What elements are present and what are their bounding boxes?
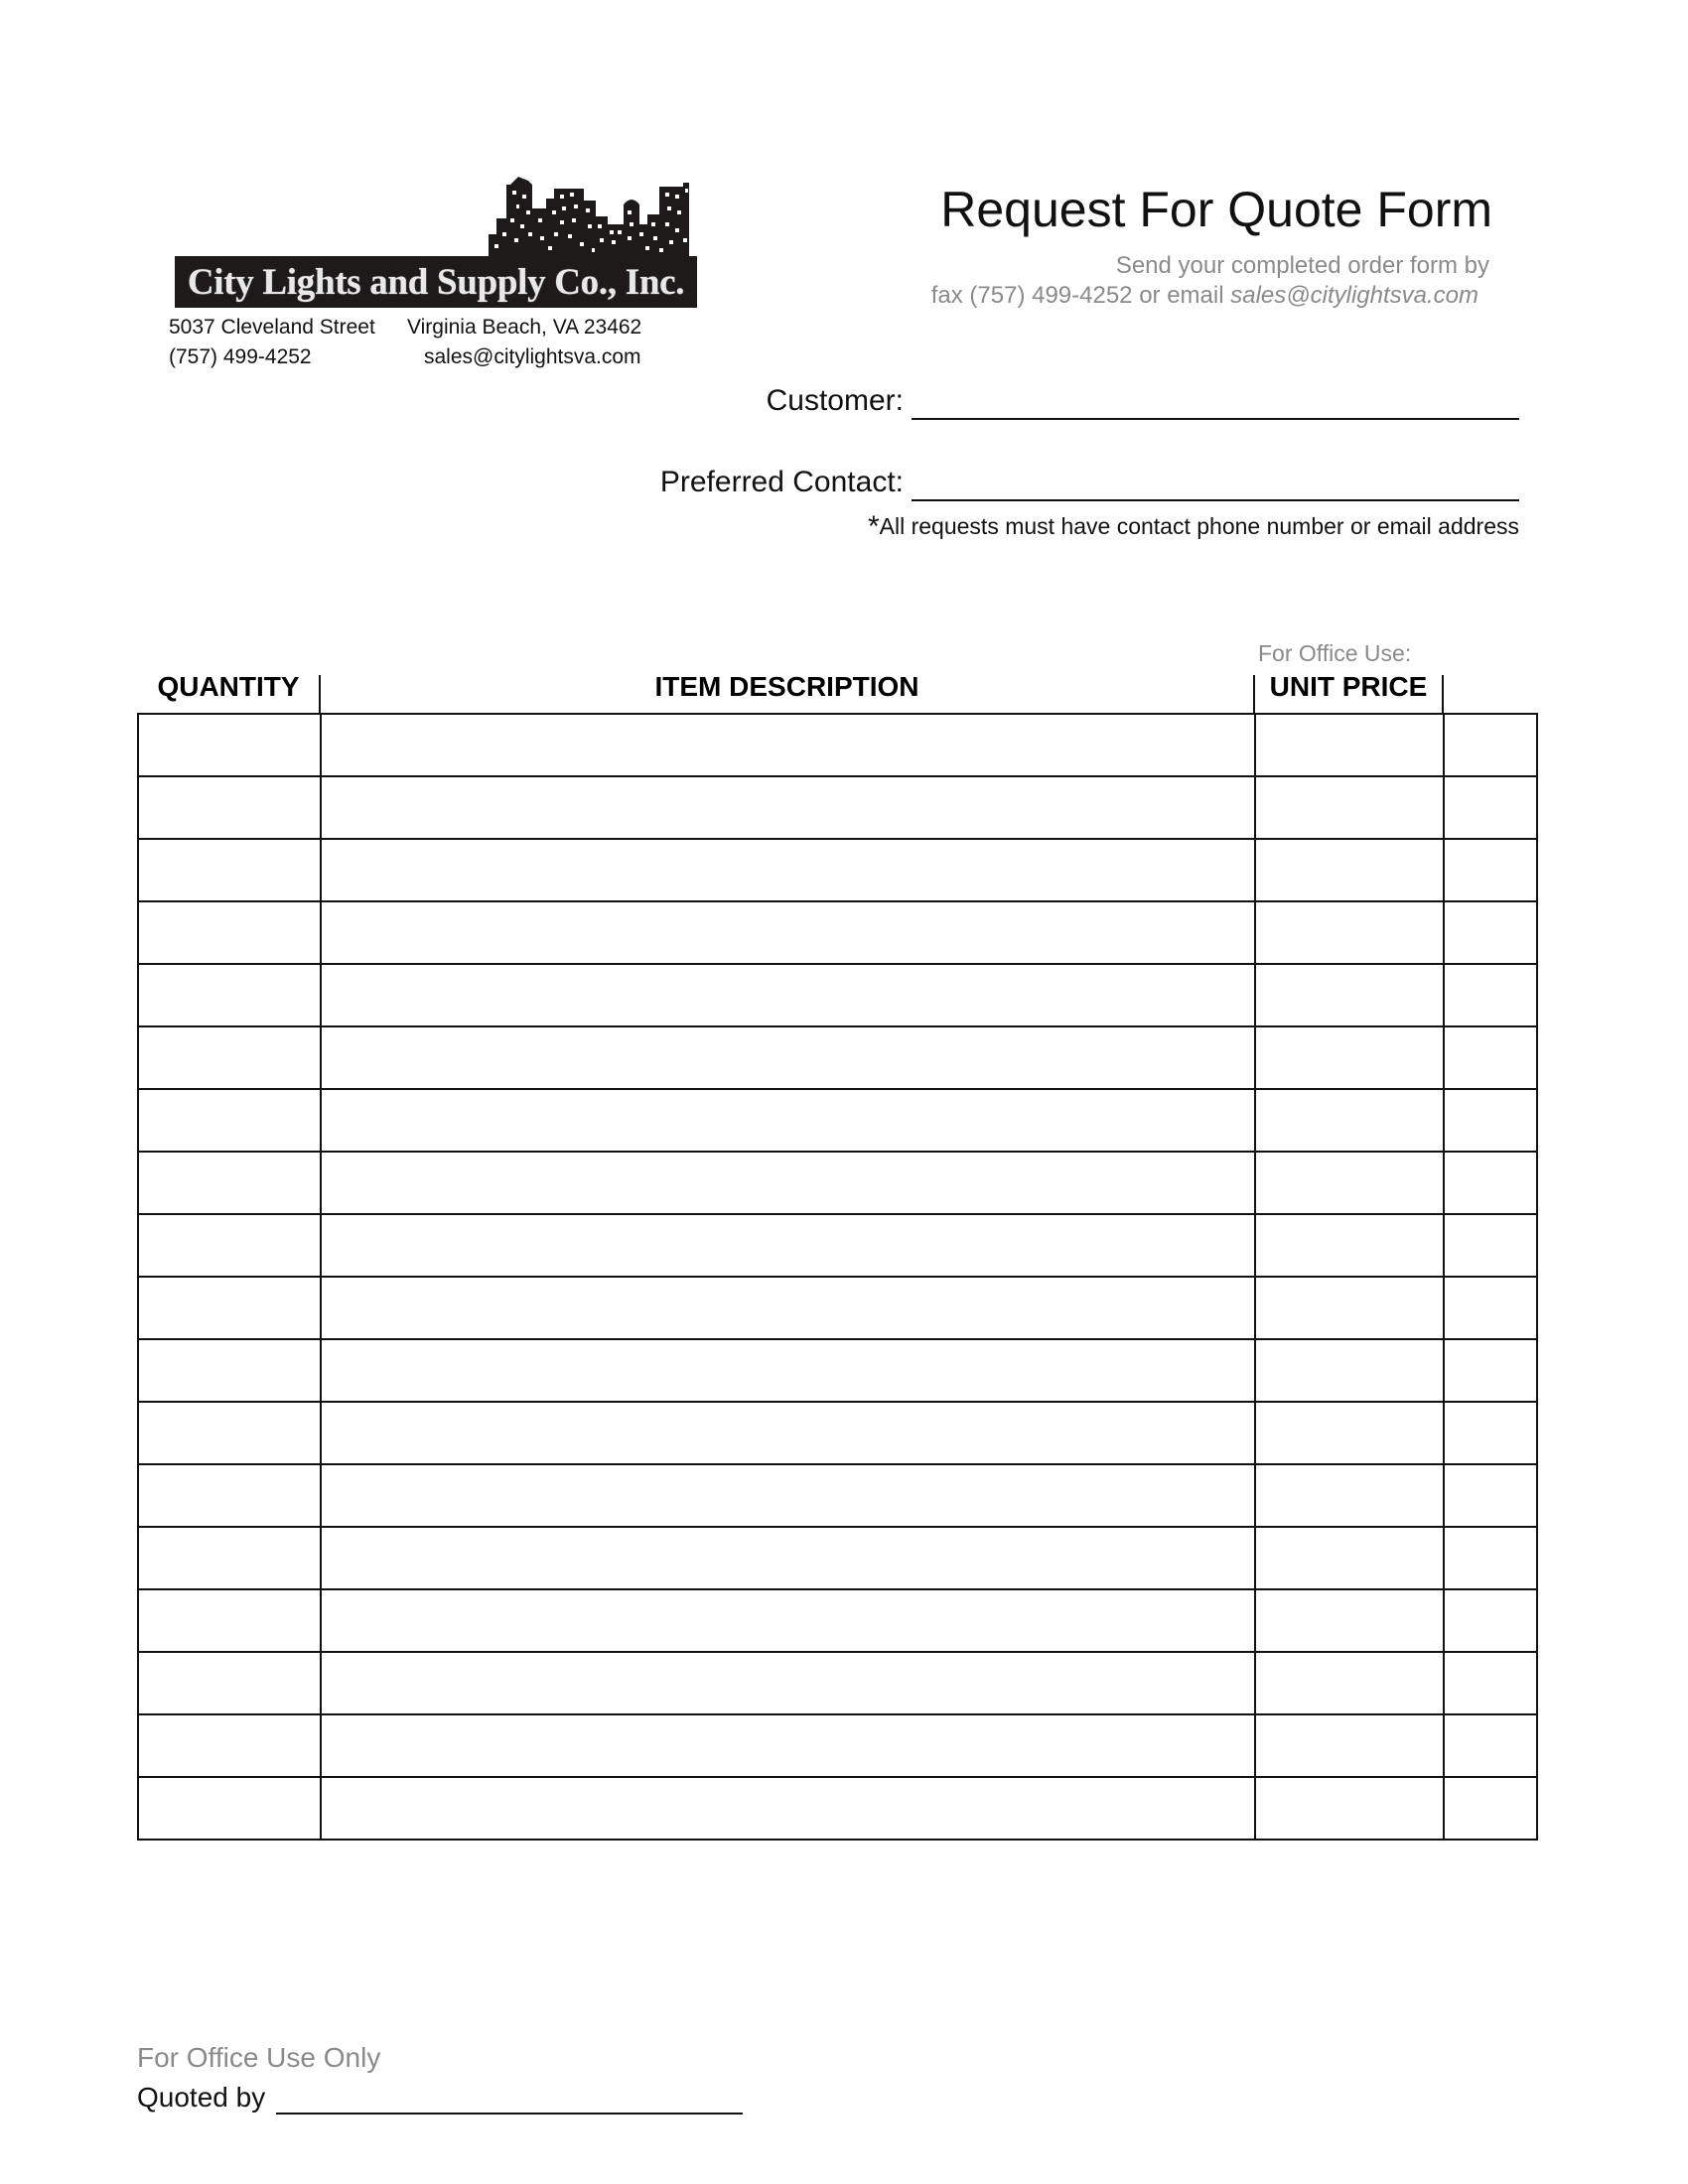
quantity-input[interactable]: [139, 1090, 320, 1151]
customer-field[interactable]: [912, 418, 1519, 420]
quantity-input[interactable]: [139, 1340, 320, 1401]
unit-price-cell[interactable]: [1255, 1026, 1444, 1089]
total-input[interactable]: [1445, 1715, 1536, 1776]
total-input[interactable]: [1445, 1778, 1536, 1839]
item-description-cell[interactable]: [321, 1464, 1255, 1527]
office-use-label: For Office Use:: [1258, 640, 1412, 666]
unit-price-input[interactable]: [1256, 1778, 1443, 1839]
item-description-cell[interactable]: [321, 1527, 1255, 1589]
unit-price-cell[interactable]: [1255, 776, 1444, 839]
unit-price-cell[interactable]: [1255, 1777, 1444, 1840]
unit-price-input[interactable]: [1256, 1215, 1443, 1276]
unit-price-cell[interactable]: [1255, 1589, 1444, 1652]
unit-price-cell[interactable]: [1255, 964, 1444, 1026]
total-cell[interactable]: [1444, 1152, 1537, 1214]
table-row: [138, 714, 1537, 776]
quantity-input[interactable]: [139, 1590, 320, 1651]
unit-price-input[interactable]: [1256, 1528, 1443, 1588]
company-name: City Lights and Supply Co., Inc.: [187, 261, 685, 303]
quantity-input[interactable]: [139, 840, 320, 900]
table-row: [138, 1402, 1537, 1464]
item-description-input[interactable]: [322, 1715, 1254, 1776]
unit-price-cell[interactable]: [1255, 1464, 1444, 1527]
column-header-unit-price: UNIT PRICE: [1269, 671, 1428, 702]
unit-price-input[interactable]: [1256, 777, 1443, 838]
unit-price-input[interactable]: [1256, 840, 1443, 900]
item-description-input[interactable]: [322, 1528, 1254, 1588]
unit-price-input[interactable]: [1256, 1590, 1443, 1651]
quantity-cell[interactable]: [138, 1339, 321, 1402]
quantity-cell[interactable]: [138, 1652, 321, 1714]
quantity-input[interactable]: [139, 715, 320, 775]
quantity-cell[interactable]: [138, 901, 321, 964]
quantity-cell[interactable]: [138, 714, 321, 776]
company-city: Virginia Beach, VA 23462: [407, 316, 642, 339]
item-description-input[interactable]: [322, 1153, 1254, 1213]
item-description-cell[interactable]: [321, 964, 1255, 1026]
table-row: [138, 1589, 1537, 1652]
unit-price-cell[interactable]: [1255, 1152, 1444, 1214]
total-input[interactable]: [1445, 965, 1536, 1025]
item-description-cell[interactable]: [321, 839, 1255, 901]
quantity-cell[interactable]: [138, 1714, 321, 1777]
quantity-input[interactable]: [139, 777, 320, 838]
item-description-input[interactable]: [322, 1278, 1254, 1338]
total-input[interactable]: [1445, 840, 1536, 900]
quantity-input[interactable]: [139, 1027, 320, 1088]
unit-price-cell[interactable]: [1255, 901, 1444, 964]
quoted-by-label: Quoted by: [137, 2082, 266, 2113]
quantity-input[interactable]: [139, 1403, 320, 1463]
quantity-cell[interactable]: [138, 1527, 321, 1589]
unit-price-cell[interactable]: [1255, 1214, 1444, 1277]
column-header-quantity: QUANTITY: [157, 671, 300, 702]
total-cell[interactable]: [1444, 1402, 1537, 1464]
unit-price-cell[interactable]: [1255, 1714, 1444, 1777]
item-description-cell[interactable]: [321, 1089, 1255, 1152]
quantity-cell[interactable]: [138, 1402, 321, 1464]
total-input[interactable]: [1445, 1340, 1536, 1401]
total-cell[interactable]: [1444, 1777, 1537, 1840]
total-input[interactable]: [1445, 1590, 1536, 1651]
total-input[interactable]: [1445, 1653, 1536, 1713]
total-input[interactable]: [1445, 1403, 1536, 1463]
total-input[interactable]: [1445, 1528, 1536, 1588]
item-description-input[interactable]: [322, 1653, 1254, 1713]
send-instructions-line2: [931, 282, 1478, 310]
item-description-input[interactable]: [322, 840, 1254, 900]
unit-price-cell[interactable]: [1255, 1277, 1444, 1339]
item-description-cell[interactable]: [321, 1402, 1255, 1464]
unit-price-input[interactable]: [1256, 1153, 1443, 1213]
total-input[interactable]: [1445, 1465, 1536, 1526]
preferred-contact-field[interactable]: [912, 499, 1519, 501]
quantity-input[interactable]: [139, 1653, 320, 1713]
header-divider: [319, 675, 321, 715]
total-input[interactable]: [1445, 715, 1536, 775]
item-description-cell[interactable]: [321, 1589, 1255, 1652]
quantity-input[interactable]: [139, 902, 320, 963]
total-input[interactable]: [1445, 1090, 1536, 1151]
asterisk: *: [867, 510, 880, 543]
total-cell[interactable]: [1444, 1277, 1537, 1339]
table-row: [138, 1339, 1537, 1402]
quantity-cell[interactable]: [138, 776, 321, 839]
contact-requirement-note: [868, 510, 1519, 544]
item-description-input[interactable]: [322, 1403, 1254, 1463]
unit-price-input[interactable]: [1256, 1090, 1443, 1151]
total-cell[interactable]: [1444, 714, 1537, 776]
quantity-cell[interactable]: [138, 1089, 321, 1152]
table-row: [138, 1652, 1537, 1714]
item-description-cell[interactable]: [321, 1777, 1255, 1840]
unit-price-input[interactable]: [1256, 965, 1443, 1025]
send-instructions-prefix: fax (757) 499-4252 or email: [930, 282, 1231, 309]
quantity-input[interactable]: [139, 1278, 320, 1338]
unit-price-input[interactable]: [1256, 1278, 1443, 1338]
unit-price-cell[interactable]: [1255, 1339, 1444, 1402]
unit-price-cell[interactable]: [1255, 1089, 1444, 1152]
quantity-cell[interactable]: [138, 1464, 321, 1527]
quantity-input[interactable]: [139, 965, 320, 1025]
quantity-input[interactable]: [139, 1153, 320, 1213]
item-description-input[interactable]: [322, 1340, 1254, 1401]
item-description-input[interactable]: [322, 1090, 1254, 1151]
total-cell[interactable]: [1444, 839, 1537, 901]
logo-banner: [175, 256, 697, 308]
unit-price-cell[interactable]: [1255, 839, 1444, 901]
company-phone: (757) 499-4252: [169, 345, 312, 368]
table-row: [138, 1777, 1537, 1840]
unit-price-input[interactable]: [1256, 1653, 1443, 1713]
quantity-cell[interactable]: [138, 1589, 321, 1652]
item-description-cell[interactable]: [321, 1277, 1255, 1339]
table-row: [138, 1527, 1537, 1589]
item-description-input[interactable]: [322, 902, 1254, 963]
total-input[interactable]: [1445, 777, 1536, 838]
header-divider: [1442, 675, 1444, 715]
table-row: [138, 1214, 1537, 1277]
total-cell[interactable]: [1444, 1464, 1537, 1527]
item-description-input[interactable]: [322, 1027, 1254, 1088]
unit-price-input[interactable]: [1256, 1027, 1443, 1088]
unit-price-input[interactable]: [1256, 1715, 1443, 1776]
item-description-cell[interactable]: [321, 901, 1255, 964]
total-cell[interactable]: [1444, 901, 1537, 964]
item-description-cell[interactable]: [321, 714, 1255, 776]
table-row: [138, 776, 1537, 839]
unit-price-cell[interactable]: [1255, 1652, 1444, 1714]
company-logo: [175, 175, 697, 310]
quote-items-table: [137, 713, 1538, 1841]
quantity-cell[interactable]: [138, 1026, 321, 1089]
total-cell[interactable]: [1444, 1026, 1537, 1089]
item-description-input[interactable]: [322, 965, 1254, 1025]
table-row: [138, 1089, 1537, 1152]
page-title: Request For Quote Form: [940, 182, 1492, 237]
header-divider: [1253, 675, 1255, 715]
item-description-cell[interactable]: [321, 1652, 1255, 1714]
quantity-input[interactable]: [139, 1215, 320, 1276]
customer-label: Customer:: [766, 384, 904, 417]
unit-price-cell[interactable]: [1255, 1402, 1444, 1464]
company-street: 5037 Cleveland Street: [169, 316, 375, 339]
table-row: [138, 964, 1537, 1026]
unit-price-input[interactable]: [1256, 1340, 1443, 1401]
quantity-input[interactable]: [139, 1465, 320, 1526]
quantity-cell[interactable]: [138, 839, 321, 901]
table-row: [138, 1026, 1537, 1089]
send-instructions-line1: Send your completed order form by: [1115, 252, 1489, 279]
item-description-input[interactable]: [322, 1778, 1254, 1839]
total-cell[interactable]: [1444, 1089, 1537, 1152]
table-row: [138, 1714, 1537, 1777]
item-description-cell[interactable]: [321, 1026, 1255, 1089]
total-input[interactable]: [1445, 1278, 1536, 1338]
company-email: sales@citylightsva.com: [424, 345, 641, 368]
total-cell[interactable]: [1444, 964, 1537, 1026]
unit-price-cell[interactable]: [1255, 714, 1444, 776]
item-description-cell[interactable]: [321, 776, 1255, 839]
total-cell[interactable]: [1444, 1527, 1537, 1589]
quantity-input[interactable]: [139, 1528, 320, 1588]
quantity-input[interactable]: [139, 1778, 320, 1839]
table-row: [138, 839, 1537, 901]
quantity-cell[interactable]: [138, 1777, 321, 1840]
total-cell[interactable]: [1444, 1714, 1537, 1777]
unit-price-input[interactable]: [1256, 902, 1443, 963]
item-description-input[interactable]: [322, 1590, 1254, 1651]
item-description-cell[interactable]: [321, 1152, 1255, 1214]
table-row: [138, 1464, 1537, 1527]
total-input[interactable]: [1445, 1027, 1536, 1088]
table-row: [138, 901, 1537, 964]
item-description-cell[interactable]: [321, 1714, 1255, 1777]
note-text: All requests must have contact phone number or email address: [879, 513, 1519, 539]
total-cell[interactable]: [1444, 1339, 1537, 1402]
total-input[interactable]: [1445, 902, 1536, 963]
quantity-cell[interactable]: [138, 1152, 321, 1214]
total-cell[interactable]: [1444, 1214, 1537, 1277]
table-row: [138, 1277, 1537, 1339]
item-description-input[interactable]: [322, 777, 1254, 838]
unit-price-input[interactable]: [1256, 715, 1443, 775]
unit-price-cell[interactable]: [1255, 1527, 1444, 1589]
item-description-input[interactable]: [322, 715, 1254, 775]
send-email-link[interactable]: sales@citylightsva.com: [1230, 282, 1478, 309]
item-description-input[interactable]: [322, 1465, 1254, 1526]
total-input[interactable]: [1445, 1153, 1536, 1213]
total-input[interactable]: [1445, 1215, 1536, 1276]
quantity-cell[interactable]: [138, 1277, 321, 1339]
unit-price-input[interactable]: [1256, 1465, 1443, 1526]
preferred-contact-label: Preferred Contact:: [659, 466, 904, 498]
total-cell[interactable]: [1444, 1589, 1537, 1652]
city-skyline-icon: [489, 175, 695, 258]
quantity-cell[interactable]: [138, 1214, 321, 1277]
office-use-only-label: For Office Use Only: [137, 2042, 381, 2073]
unit-price-input[interactable]: [1256, 1403, 1443, 1463]
table-body: [138, 714, 1537, 1840]
table-row: [138, 1152, 1537, 1214]
item-description-input[interactable]: [322, 1215, 1254, 1276]
quoted-by-field[interactable]: [276, 2113, 743, 2115]
item-description-cell[interactable]: [321, 1339, 1255, 1402]
column-header-item-description: ITEM DESCRIPTION: [654, 671, 919, 702]
total-cell[interactable]: [1444, 1652, 1537, 1714]
quantity-cell[interactable]: [138, 964, 321, 1026]
quantity-input[interactable]: [139, 1715, 320, 1776]
total-cell[interactable]: [1444, 776, 1537, 839]
item-description-cell[interactable]: [321, 1214, 1255, 1277]
